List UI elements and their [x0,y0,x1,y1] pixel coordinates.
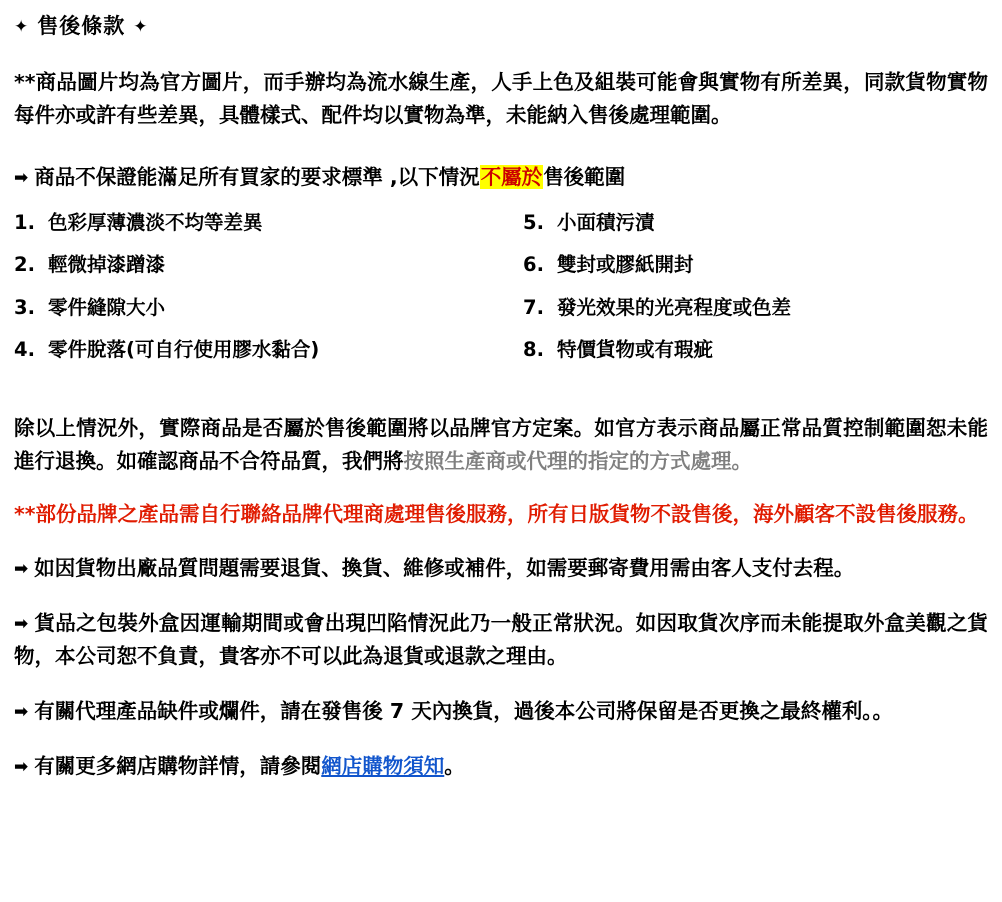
arrow-icon: ➡ [14,168,29,189]
shopping-guide-link[interactable]: 網店購物須知 [321,753,445,778]
policy-text-main: 除以上情況外，實際商品是否屬於售後範圍將以品牌官方定案。如官方表示商品屬正常品質控制範圍恕未能進行退換。如確認商品不合符品質，我們將 [14,416,988,474]
list-item-number: 7. [523,295,544,319]
list-item-number: 3. [14,295,35,319]
arrow-icon: ➡ [14,559,29,580]
policy-paragraph [14,412,988,478]
list-item-label: 零件脫落(可自行使用膠水黏合) [48,337,320,361]
note-shipping-cost [14,552,988,585]
exclusions-list [14,209,988,378]
list-item-label: 特價貨物或有瑕疵 [557,337,714,361]
list-item-label: 小面積污漬 [557,211,655,235]
brand-agent-red-note: **部份品牌之產品需自行聯絡品牌代理商處理售後服務，所有日版貨物不設售後，海外顧客不設售後服務。 [14,501,979,526]
list-item-label: 發光效果的光亮程度或色差 [557,295,792,319]
exclusions-column-right [501,209,988,378]
list-item [14,336,501,364]
list-item-number: 8. [523,337,544,361]
list-item-number: 4. [14,337,35,361]
scope-line-after: 售後範圍 [543,165,626,190]
intro-paragraph: **商品圖片均為官方圖片，而手辦均為流水線生產，人手上色及組裝可能會與實物有所差異，同款貨物實物每件亦或許有些差異，具體樣式、配件均以實物為準，未能納入售後處理範圍。 [14,70,988,128]
scope-line-before: 商品不保證能滿足所有買家的要求標準 ,以下情況 [34,165,480,190]
list-item [523,251,988,279]
page-title-text: 售後條款 [37,14,126,38]
list-item [523,336,988,364]
scope-highlight: 不屬於 [480,165,543,190]
list-item-number: 2. [14,253,35,277]
policy-text-grey: 按照生產商或代理的指定的方式處理。 [403,449,752,474]
note-text: 有關代理產品缺件或爛件，請在發售後 7 天內換貨，過後本公司將保留是否更換之最終權利。。 [34,698,894,723]
star-right-icon: ✦ [133,17,149,37]
list-item-number: 1. [14,211,35,235]
list-item [523,294,988,322]
arrow-icon: ➡ [14,614,29,635]
note-text: 如因貨物出廠品質問題需要退貨、換貨、維修或補件，如需要郵寄費用需由客人支付去程。 [34,556,855,581]
arrow-icon: ➡ [14,701,29,722]
note-text-before: 有關更多網店購物詳情，請參閱 [34,753,322,778]
list-item-label: 色彩厚薄濃淡不均等差異 [48,211,263,235]
scope-line [14,162,988,193]
list-item-number: 5. [523,211,544,235]
list-item [14,209,501,237]
list-item [523,209,988,237]
list-item [14,294,501,322]
star-left-icon: ✦ [14,17,30,37]
note-text-after: 。 [444,753,465,778]
after-sales-terms-document [0,10,1002,902]
list-item-label: 雙封或膠紙開封 [557,253,694,277]
note-shopping-guide [14,750,988,783]
list-item [14,251,501,279]
list-item-number: 6. [523,253,544,277]
note-text: 貨品之包裝外盒因運輸期間或會出現凹陷情況此乃一般正常狀況。如因取貨次序而未能提取外盒美觀之貨物，本公司恕不負責，貴客亦不可以此為退貨或退款之理由。 [14,611,988,668]
exclusions-column-left [14,209,501,378]
list-item-label: 零件縫隙大小 [48,295,166,319]
page-title [14,10,1002,40]
note-missing-parts [14,695,988,728]
list-item-label: 輕微掉漆蹭漆 [48,253,166,277]
note-packaging-damage [14,607,988,673]
arrow-icon: ➡ [14,756,29,777]
